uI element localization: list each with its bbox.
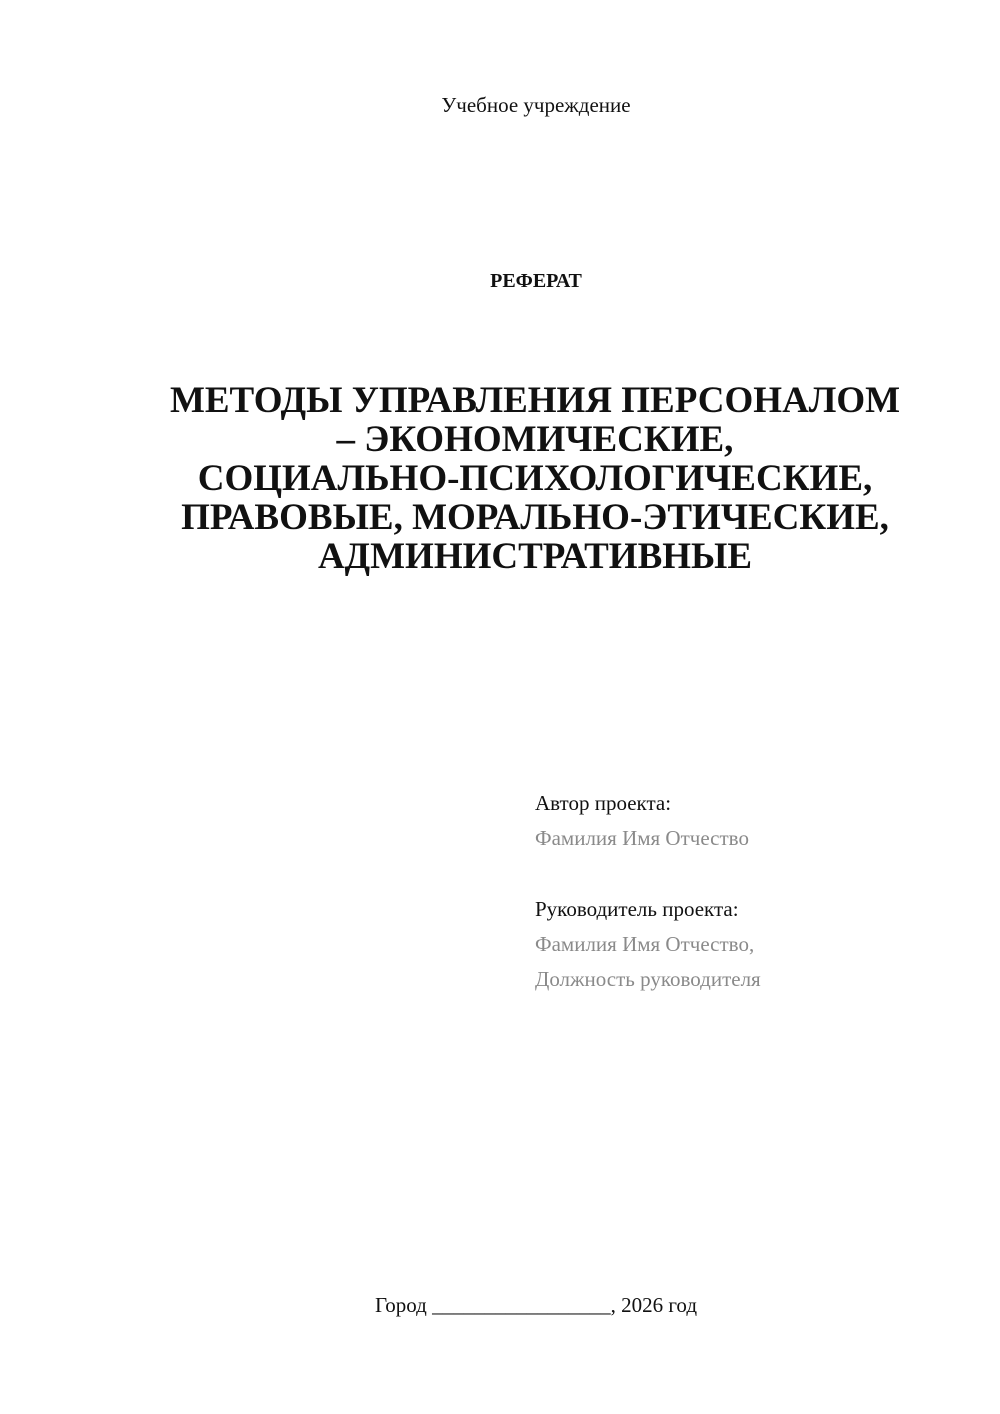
- document-type-label: РЕФЕРАТ: [490, 270, 582, 292]
- document-title-line: АДМИНИСТРАТИВНЫЕ: [317, 536, 753, 577]
- author-name: Фамилия Имя Отчество: [535, 826, 749, 850]
- city-year-line: Город _________________, 2026 год: [374, 1293, 698, 1317]
- document-title-line: МЕТОДЫ УПРАВЛЕНИЯ ПЕРСОНАЛОМ: [169, 380, 901, 421]
- document-title-line: ПРАВОВЫЕ, МОРАЛЬНО-ЭТИЧЕСКИЕ,: [181, 497, 889, 538]
- institution-name: Учебное учреждение: [441, 93, 631, 117]
- author-label: Автор проекта:: [535, 791, 672, 815]
- document-title-line: СОЦИАЛЬНО-ПСИХОЛОГИЧЕСКИЕ,: [197, 458, 873, 499]
- supervisor-name: Фамилия Имя Отчество,: [535, 932, 755, 956]
- supervisor-position: Должность руководителя: [535, 967, 761, 991]
- supervisor-label: Руководитель проекта:: [535, 897, 739, 921]
- document-title: [135, 381, 935, 576]
- supervisor-block: [535, 892, 975, 997]
- author-block: [535, 786, 975, 856]
- document-title-line: – ЭКОНОМИЧЕСКИЕ,: [336, 419, 734, 460]
